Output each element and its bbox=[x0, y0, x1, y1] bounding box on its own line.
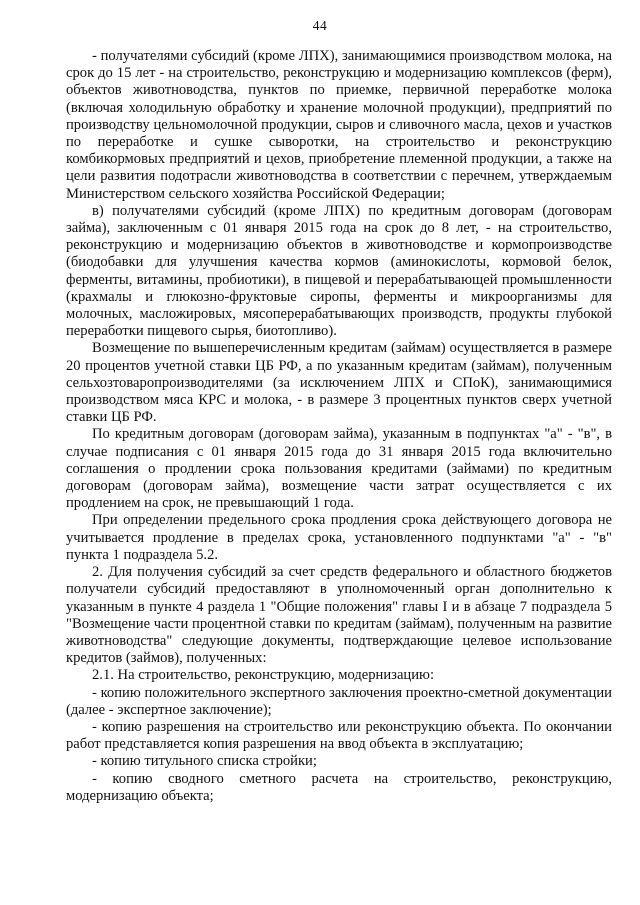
document-body bbox=[66, 48, 612, 805]
paragraph-compensation-rate: Возмещение по вышеперечисленным кредитам (займам) осуществляется в размере 20 процентов учетной ставки ЦБ РФ, а по указанным кредитам (займам), полученным сельхозтоваропроизводителями (за исключением ЛПХ и СПоК), занимающимися производством мяса КРС и молока, - в размере 3 процентных пунктов сверх учетной ставки ЦБ РФ. bbox=[66, 340, 612, 426]
page-number: 44 bbox=[312, 18, 328, 33]
paragraph-credit-extension: По кредитным договорам (договорам займа), указанным в подпунктах "а" - "в", в случае подписания с 01 января 2015 года до 31 января 2015 года включительно соглашения о продлении срока пользования кредитами (займами) по кредитным договорам (договорам займа), возмещение части затрат осуществляется с их продлением на срок, не превышающий 1 года. bbox=[66, 426, 612, 512]
paragraph-documents-required: 2. Для получения субсидий за счет средств федерального и областного бюджетов получатели субсидий предоставляют в уполномоченный орган дополнительно к указанным в пункте 4 раздела 1 "Общие положения" главы I и в абзаце 7 подраздела 5 "Возмещение части процентной ставки по кредитам (займам), полученным на развитие животноводства" следующие документы, подтверждающие целевое использование кредитов (займов), полученных: bbox=[66, 564, 612, 667]
list-item-cost-estimate: - копию сводного сметного расчета на строительство, реконструкцию, модернизацию объекта; bbox=[66, 770, 612, 804]
paragraph-term-limit: При определении предельного срока продления срока действующего договора не учитывается продление в пределах срока, установленного подпунктами "а" - "в" пункта 1 подраздела 5.2. bbox=[66, 512, 612, 563]
list-item-expert-conclusion: - копию положительного экспертного заключения проектно-сметной документации (далее - экспертное заключение); bbox=[66, 684, 612, 718]
list-item-construction-permit: - копию разрешения на строительство или реконструкцию объекта. По окончании работ представляется копия разрешения на ввод объекта в эксплуатацию; bbox=[66, 718, 612, 753]
list-item-title-list: - копию титульного списка стройки; bbox=[92, 753, 317, 770]
paragraph-subitem-v: в) получателями субсидий (кроме ЛПХ) по кредитным договорам (договорам займа), заключенным с 01 января 2015 года на срок до 8 лет, - на строительство, реконструкцию и модернизацию объектов в животноводстве и кормопроизводстве (биодобавки для улучшения качества кормов (аминокислоты, кормовой белок, ферменты, витамины, пробиотики), в пищевой и перерабатывающей промышленности (крахмалы и глюкозно-фруктовые сиропы, ферменты и микроорганизмы для молочных, масложировых, мясоперерабатывающих производств, продукты глубокой переработки пищевого сырья, биотопливо). bbox=[66, 202, 612, 340]
paragraph-milk-producers: - получателями субсидий (кроме ЛПХ), занимающимися производством молока, на срок до 15 лет - на строительство, реконструкцию и модернизацию комплексов (ферм), объектов животноводства, пунктов по приемке, первичной переработке молока (включая холодильную обработку и хранение молочной продукции), предприятий по производству цельномолочной продукции, сыров и сливочного масла, цехов и участков по переработке и сушке сыворотки, на строительство и реконструкцию комбикормовых предприятий и цехов, приобретение племенной продукции, а также на цели развития подотрасли животноводства в соответствии с перечнем, утверждаемым Министерством сельского хозяйства Российской Федерации; bbox=[66, 48, 612, 202]
paragraph-construction-heading: 2.1. На строительство, реконструкцию, модернизацию: bbox=[92, 667, 434, 684]
